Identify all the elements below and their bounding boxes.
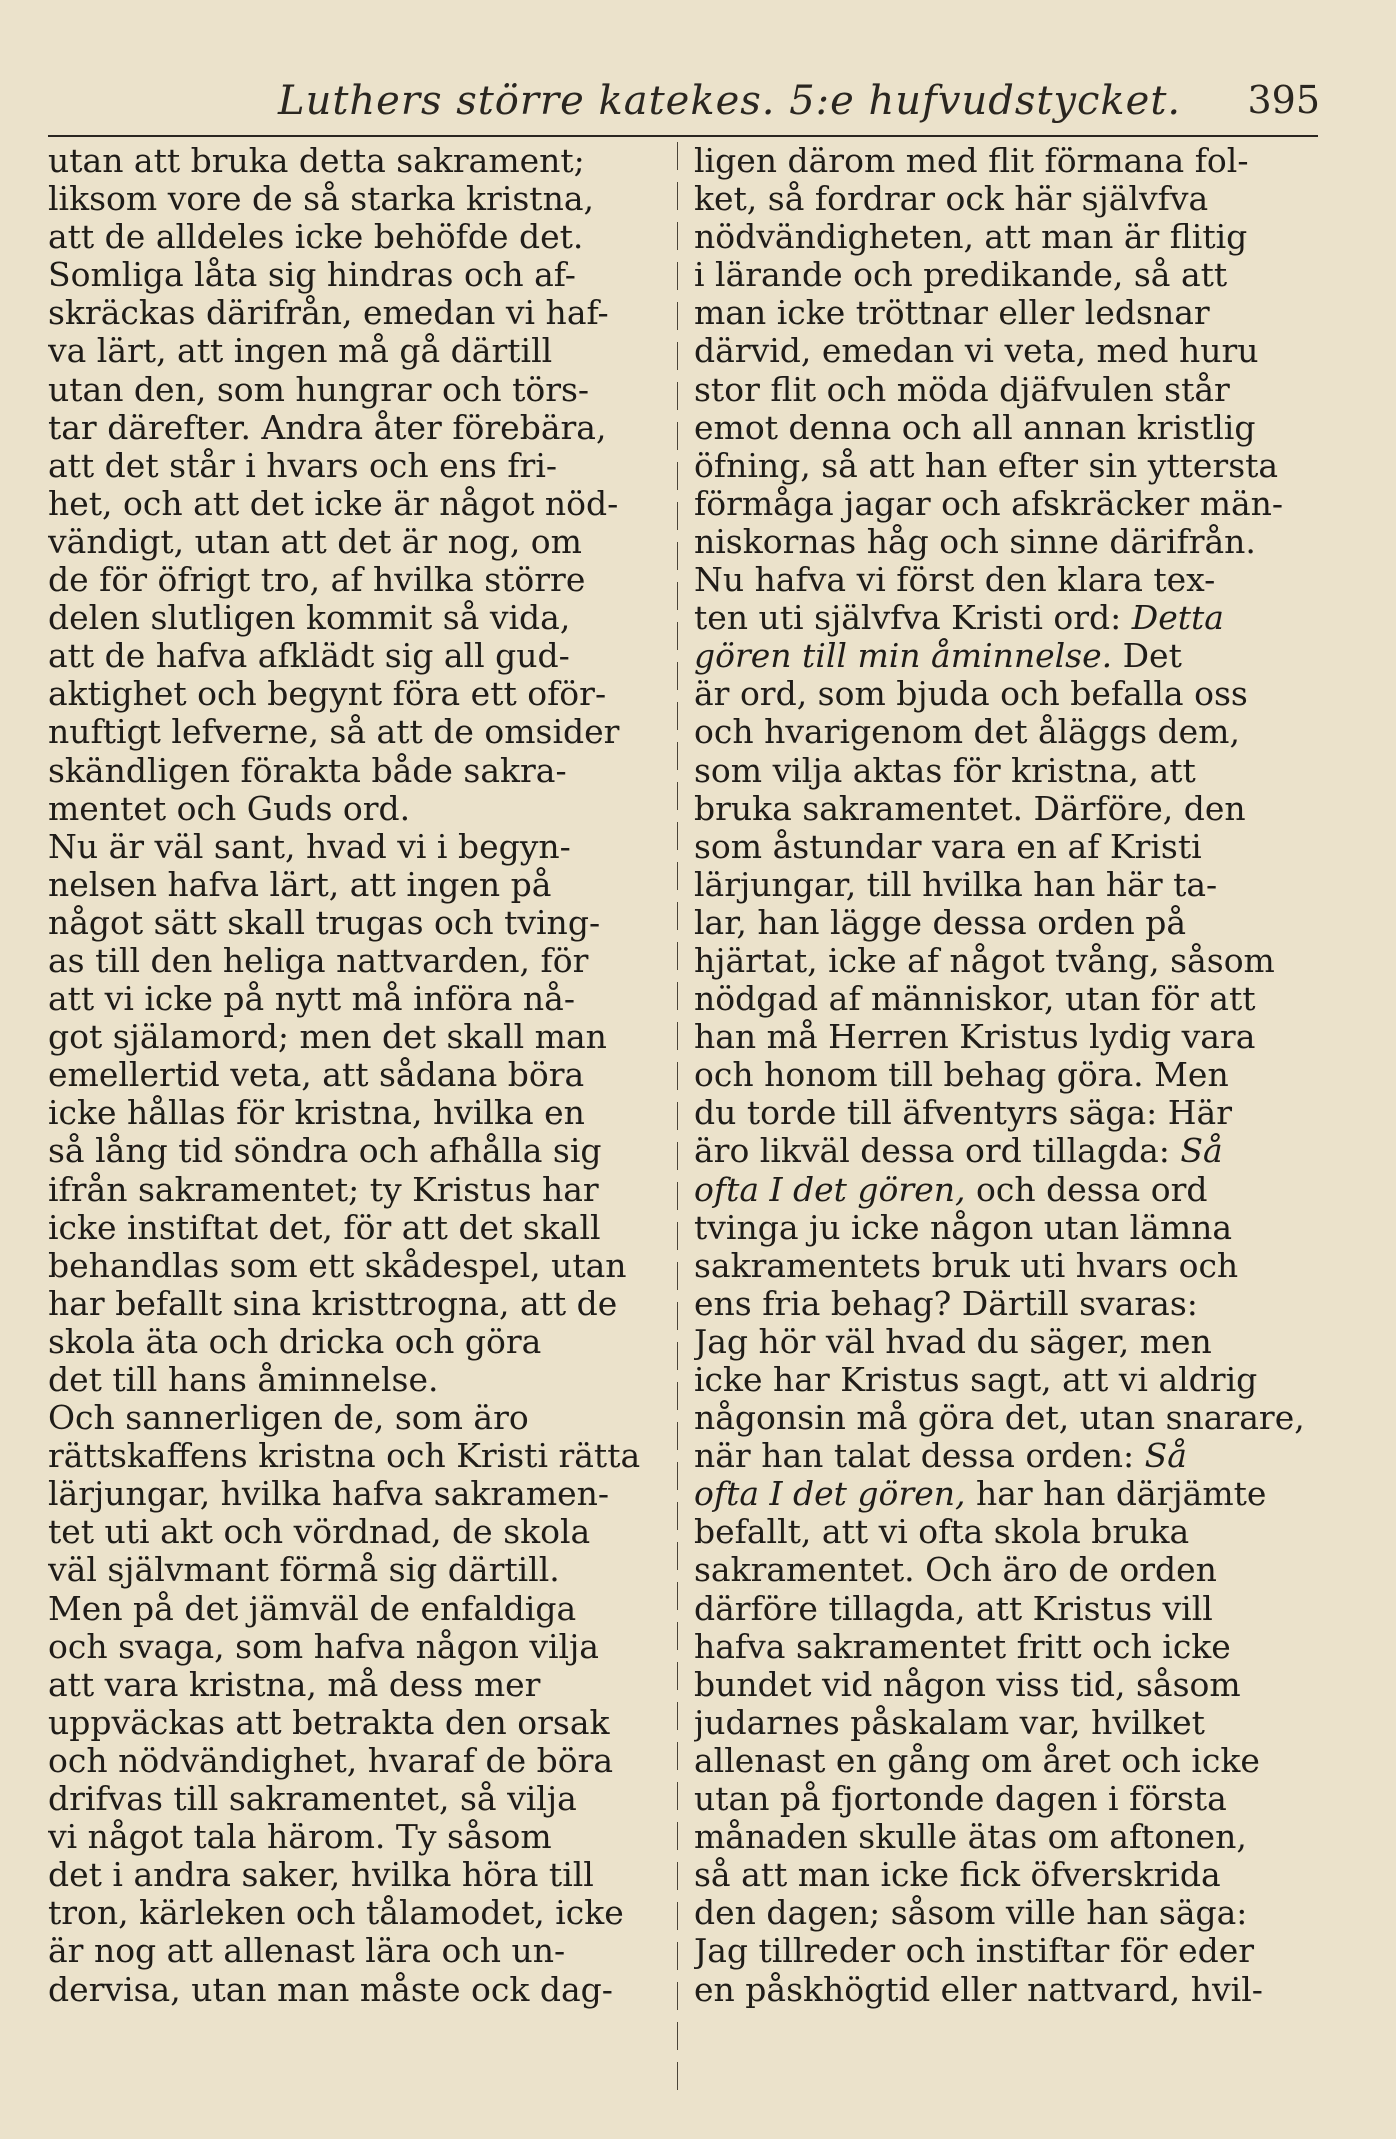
text-line: het, och att det icke är något nöd-	[48, 484, 619, 523]
text-line: ket, så fordrar ock här självfva	[694, 180, 1209, 219]
text-line: Men på det jämväl de enfaldiga	[48, 1589, 577, 1628]
text-line: den dagen; såsom ville han säga:	[694, 1894, 1248, 1933]
text-line: got själamord; men det skall man	[48, 1018, 607, 1057]
text-line: tron, kärleken och tålamodet, icke	[48, 1894, 624, 1933]
text-line: Jag tillreder och instiftar för eder	[694, 1932, 1255, 1971]
text-line: hafva sakramentet fritt och icke	[694, 1627, 1231, 1666]
text-line: tvinga ju icke någon utan lämna	[694, 1208, 1233, 1247]
text-line: niskornas håg och sinne därifrån.	[694, 522, 1256, 561]
text-line: det i andra saker, hvilka höra till	[48, 1856, 594, 1895]
text-line: drifvas till sakramentet, så vilja	[48, 1780, 577, 1819]
text-line: äro likväl dessa ord tillagda: Så	[694, 1132, 1223, 1171]
text-line: något sätt skall trugas och tving-	[48, 903, 601, 942]
text-line: månaden skulle ätas om aftonen,	[694, 1818, 1247, 1857]
text-line: bruka sakramentet. Därföre, den	[694, 789, 1246, 828]
text-line: liksom vore de så starka kristna,	[48, 180, 594, 219]
text-line: du torde till äfventyrs säga: Här	[694, 1094, 1232, 1133]
text-line: att vi icke på nytt må införa nå-	[48, 980, 575, 1019]
text-line: lärjungar, till hvilka han här ta-	[694, 865, 1218, 904]
text-line: mentet och Guds ord.	[48, 789, 411, 828]
text-line: det till hans åminnelse.	[48, 1361, 439, 1399]
text-line: judarnes påskalam var, hvilket	[694, 1703, 1205, 1742]
text-line: dervisa, utan man måste ock dag-	[48, 1970, 613, 2009]
text-line: sakramentets bruk uti hvars och	[694, 1246, 1239, 1285]
text-line: öfning, så att han efter sin yttersta	[694, 446, 1279, 485]
text-line: icke hållas för kristna, hvilka en	[48, 1094, 585, 1133]
text-line: rättskaffens kristna och Kristi rätta	[48, 1437, 641, 1476]
page-header	[48, 78, 1320, 138]
text-line: aktighet och begynt föra ett oför-	[48, 675, 607, 714]
text-line: sakramentet. Och äro de orden	[694, 1551, 1217, 1590]
text-line: förmåga jagar och afskräcker män-	[694, 484, 1284, 523]
text-line: Nu är väl sant, hvad vi i begyn-	[48, 827, 571, 866]
text-line: har befallt sina kristtrogna, att de	[48, 1284, 618, 1323]
text-line: och svaga, som hafva någon vilja	[48, 1627, 599, 1666]
text-line: skräckas därifrån, emedan vi haf-	[48, 294, 609, 333]
text-line: tar därefter. Andra åter förebära,	[48, 408, 607, 447]
text-line: bundet vid någon viss tid, såsom	[694, 1665, 1241, 1704]
header-rule	[48, 135, 1318, 137]
text-line: ofta I det gören, och dessa ord	[694, 1170, 1208, 1209]
text-line: lar, han lägge dessa orden på	[694, 903, 1187, 942]
text-line: ligen därom med flit förmana fol-	[694, 142, 1249, 180]
text-line: nödvändigheten, att man är flitig	[694, 218, 1248, 257]
text-line: hjärtat, icke af något tvång, såsom	[694, 941, 1275, 980]
text-line: tet uti akt och vördnad, de skola	[48, 1513, 591, 1552]
text-line: i lärande och predikande, så att	[694, 256, 1228, 295]
text-line: när han talat dessa orden: Så	[694, 1437, 1187, 1476]
text-line: väl självmant förmå sig därtill.	[48, 1551, 560, 1590]
right-column	[694, 142, 1314, 2009]
text-line: skola äta och dricka och göra	[48, 1322, 542, 1361]
text-line: och honom till behag göra. Men	[694, 1056, 1229, 1095]
text-line: uppväckas att betrakta den orsak	[48, 1703, 610, 1742]
text-line: man icke tröttnar eller ledsnar	[694, 294, 1210, 333]
text-line: ofta I det gören, har han därjämte	[694, 1475, 1267, 1514]
text-line: befallt, att vi ofta skola bruka	[694, 1513, 1190, 1552]
text-line: att vara kristna, må dess mer	[48, 1665, 541, 1704]
text-line: va lärt, att ingen må gå därtill	[48, 332, 553, 371]
running-title: Luthers större katekes. 5:e hufvudstycket.	[278, 78, 1182, 124]
text-line: som vilja aktas för kristna, att	[694, 751, 1196, 790]
text-line: och hvarigenom det åläggs dem,	[694, 713, 1240, 752]
text-line: skändligen förakta både sakra-	[48, 751, 567, 790]
text-line: nödgad af människor, utan för att	[694, 980, 1256, 1019]
text-line: nelsen hafva lärt, att ingen på	[48, 865, 552, 904]
text-line: de för öfrigt tro, af hvilka större	[48, 561, 586, 600]
text-line: behandlas som ett skådespel, utan	[48, 1246, 627, 1285]
text-line: ens fria behag? Därtill svaras:	[694, 1284, 1198, 1323]
text-line: att det står i hvars och ens fri-	[48, 446, 558, 485]
text-line: ifrån sakramentet; ty Kristus har	[48, 1170, 599, 1209]
text-line: gören till min åminnelse. Det	[694, 637, 1182, 676]
text-line: Och sannerligen de, som äro	[48, 1399, 529, 1438]
text-line: utan på fjortonde dagen i första	[694, 1780, 1227, 1819]
text-line: att de alldeles icke behöfde det.	[48, 218, 584, 257]
text-line: en påskhögtid eller nattvard, hvil-	[694, 1970, 1263, 2009]
text-line: därföre tillagda, att Kristus vill	[694, 1589, 1213, 1628]
text-line: nuftigt lefverne, så att de omsider	[48, 713, 620, 752]
text-line: är ord, som bjuda och befalla oss	[694, 675, 1248, 714]
text-line: så lång tid söndra och afhålla sig	[48, 1132, 602, 1171]
text-line: är nog att allenast lära och un-	[48, 1932, 566, 1971]
text-line: emellertid veta, att sådana böra	[48, 1056, 585, 1095]
text-line: icke har Kristus sagt, att vi aldrig	[694, 1361, 1258, 1399]
text-line: så att man icke fick öfverskrida	[694, 1856, 1221, 1895]
text-line: någonsin må göra det, utan snarare,	[694, 1399, 1305, 1438]
text-line: därvid, emedan vi veta, med huru	[694, 332, 1259, 371]
text-line: att de hafva afklädt sig all gud-	[48, 637, 570, 676]
text-line: vi något tala härom. Ty såsom	[48, 1818, 552, 1857]
text-line: och nödvändighet, hvaraf de böra	[48, 1741, 614, 1780]
text-line: emot denna och all annan kristlig	[694, 408, 1256, 447]
text-line: Jag hör väl hvad du säger, men	[694, 1322, 1212, 1361]
text-line: allenast en gång om året och icke	[694, 1741, 1260, 1780]
text-line: ten uti självfva Kristi ord: Detta	[694, 599, 1224, 638]
page-number: 395	[1247, 78, 1320, 122]
text-line: vändigt, utan att det är nog, om	[48, 522, 582, 561]
text-line: lärjungar, hvilka hafva sakramen-	[48, 1475, 610, 1514]
text-line: Nu hafva vi först den klara tex-	[694, 561, 1216, 600]
left-column	[48, 142, 668, 2009]
text-line: stor flit och möda djäfvulen står	[694, 370, 1230, 409]
text-line: han må Herren Kristus lydig vara	[694, 1018, 1256, 1057]
text-line: utan att bruka detta sakrament;	[48, 142, 585, 180]
text-line: utan den, som hungrar och törs-	[48, 370, 590, 409]
text-line: delen slutligen kommit så vida,	[48, 599, 571, 638]
text-line: icke instiftat det, för att det skall	[48, 1208, 601, 1247]
text-line: Somliga låta sig hindras och af-	[48, 256, 576, 295]
column-divider	[677, 142, 678, 2102]
text-line: as till den heliga nattvarden, för	[48, 941, 589, 980]
text-line: som åstundar vara en af Kristi	[694, 827, 1202, 866]
